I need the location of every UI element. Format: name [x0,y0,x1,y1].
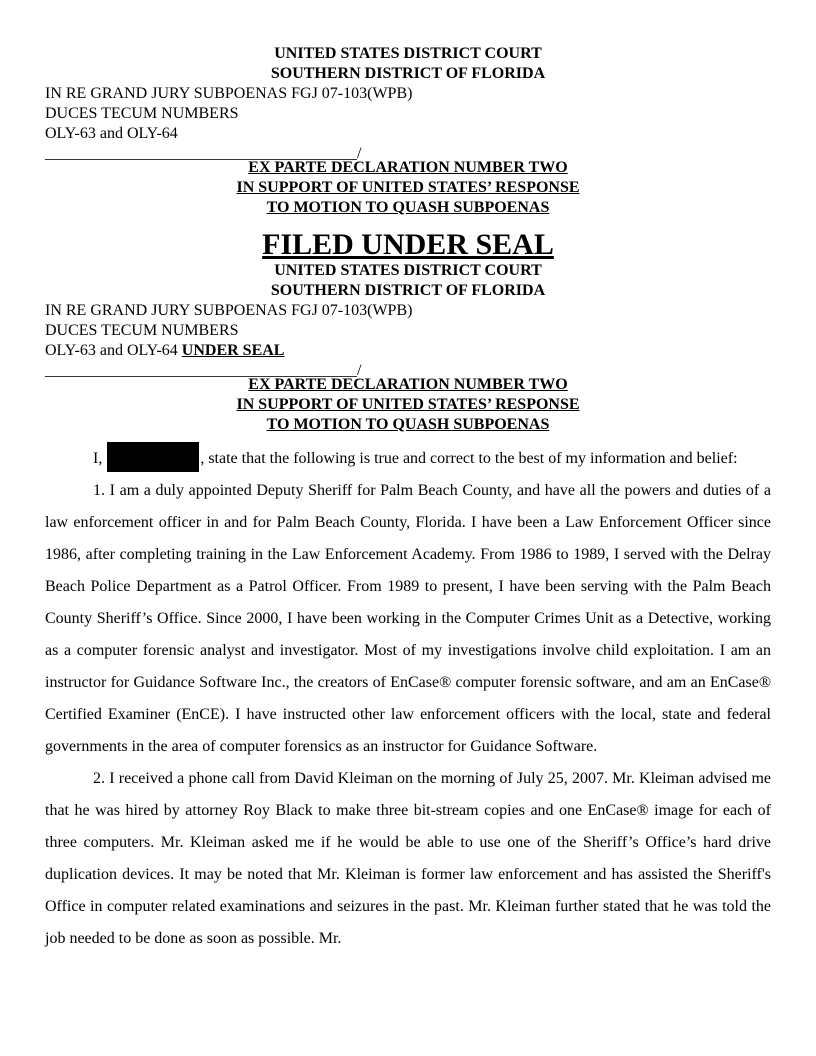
case-line-3-row [45,341,771,361]
header-block-1 [45,44,771,218]
intro-start: I, [93,450,103,467]
paragraph-2: 2. I received a phone call from David Kleiman on the morning of July 25, 2007. Mr. Kleiman advised me that he was hired by attorney Roy Black to make three bit-stream copies and one EnCase® image for each of three computers. Mr. Kleiman asked me if he would be able to use one of the Sheriff’s Office’s hard drive duplication devices. It may be noted that Mr. Kleiman is former law enforcement and has assisted the Sheriff's Office in computer related examinations and seizures in the past. Mr. Kleiman further stated that he was told the job needed to be done as soon as possible. Mr. [45,770,771,947]
district-name: SOUTHERN DISTRICT OF FLORIDA [270,65,546,82]
header-block-2 [45,261,771,435]
seal-banner: FILED UNDER SEAL [262,228,554,261]
redaction-box [107,442,199,472]
declaration-title-3: TO MOTION TO QUASH SUBPOENAS [266,416,550,433]
declaration-title-2: IN SUPPORT OF UNITED STATES’ RESPONSE [236,396,580,413]
court-name: UNITED STATES DISTRICT COURT [274,45,542,62]
case-line-1: IN RE GRAND JURY SUBPOENAS FGJ 07-103(WPB) [45,302,413,319]
case-line-3: OLY-63 and OLY-64 [45,342,178,359]
case-line-2: DUCES TECUM NUMBERS [45,322,239,339]
caption-rule: _______________________________________/ [45,145,362,162]
case-line-2: DUCES TECUM NUMBERS [45,105,239,122]
declaration-title-2: IN SUPPORT OF UNITED STATES’ RESPONSE [236,179,580,196]
declaration-body [45,442,771,955]
declaration-title-1: EX PARTE DECLARATION NUMBER TWO [248,159,568,176]
case-line-3: OLY-63 and OLY-64 [45,125,178,142]
paragraph-1: 1. I am a duly appointed Deputy Sheriff for Palm Beach County, and have all the powers and duties of a law enforcement officer in and for Palm Beach County, Florida. I have been a Law Enforcement Officer since 1986, after completing training in the Law Enforcement Academy. From 1986 to 1989, I served with the Delray Beach Police Department as a Patrol Officer. From 1989 to present, I have been serving with the Palm Beach County Sheriff’s Office. Since 2000, I have been working in the Computer Crimes Unit as a Detective, working as a computer forensic analyst and investigator. Most of my investigations involve child exploitation. I am an instructor for Guidance Software Inc., the creators of EnCase® computer forensic software, and am an EnCase® Certified Examiner (EnCE). I have instructed other law enforcement officers with the local, state and federal governments in the area of computer forensics as an instructor for Guidance Software. [45,482,771,755]
caption-rule: _______________________________________/ [45,362,362,379]
declaration-title-1: EX PARTE DECLARATION NUMBER TWO [248,376,568,393]
court-name: UNITED STATES DISTRICT COURT [274,262,542,279]
intro-rest: , state that the following is true and correct to the best of my information and belief: [200,450,738,467]
intro-paragraph [45,442,771,475]
case-line-1: IN RE GRAND JURY SUBPOENAS FGJ 07-103(WPB) [45,85,413,102]
declaration-title-3: TO MOTION TO QUASH SUBPOENAS [266,199,550,216]
under-seal-label: UNDER SEAL [181,342,285,359]
district-name: SOUTHERN DISTRICT OF FLORIDA [270,282,546,299]
